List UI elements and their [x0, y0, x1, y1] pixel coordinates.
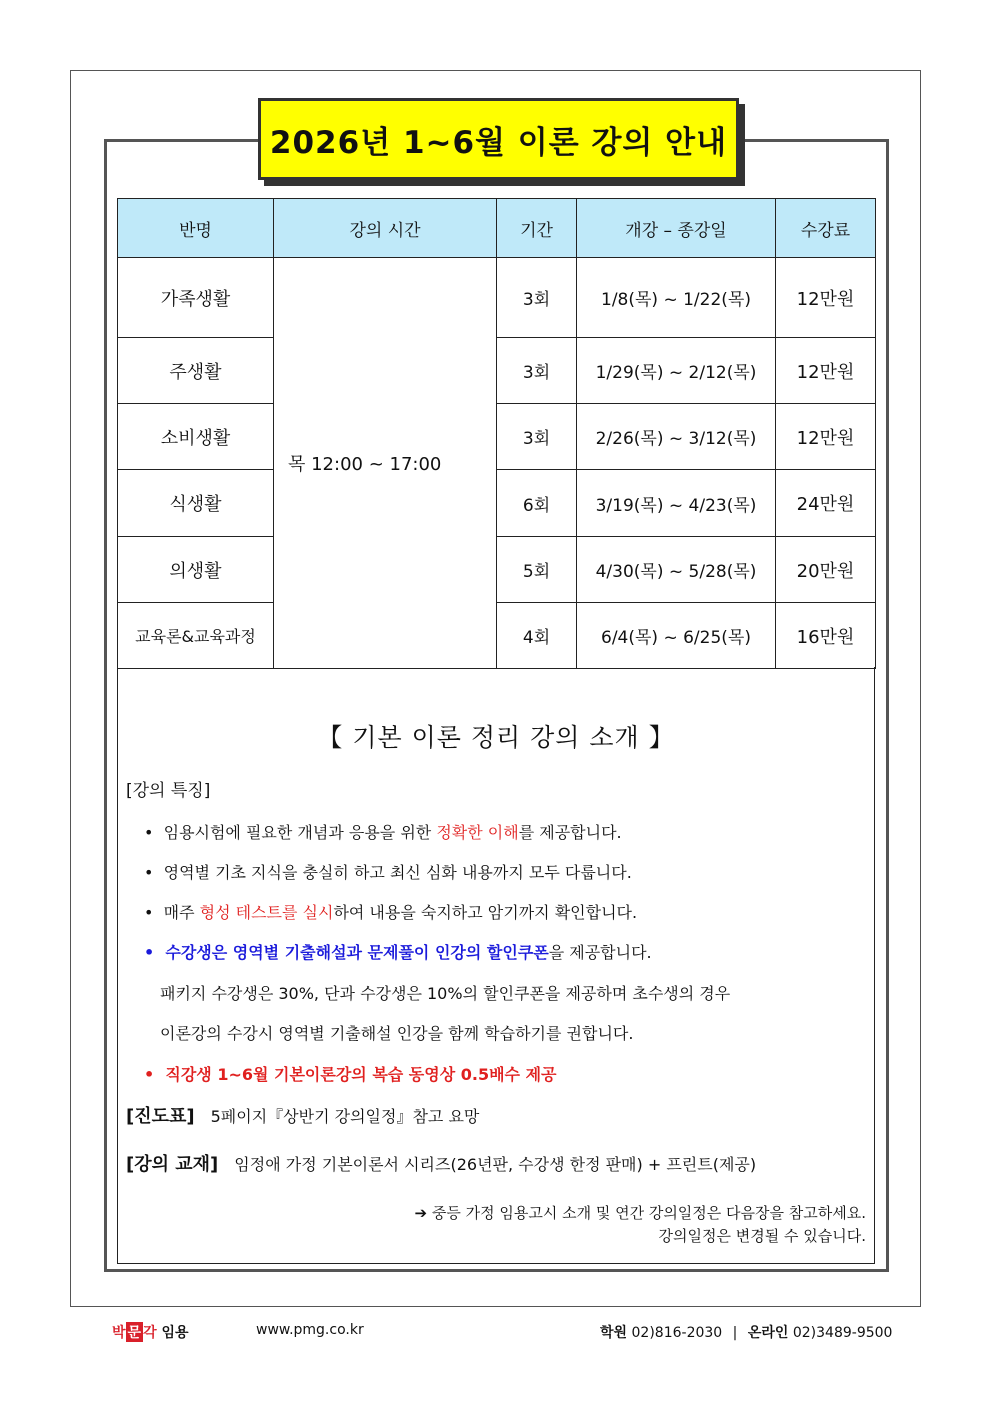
class-name: 주생활	[118, 338, 274, 404]
progress-text: 5페이지『상반기 강의일정』참고 요망	[210, 1107, 480, 1126]
class-name: 의생활	[118, 537, 274, 603]
dates: 1/29(목) ~ 2/12(목)	[577, 338, 776, 404]
table-row	[118, 470, 876, 537]
page-title: 2026년 1~6월 이론 강의 안내	[258, 98, 739, 180]
bullet-3-text-end: 하여 내용을 숙지하고 암기까지 확인합니다.	[333, 903, 638, 922]
class-name: 가족생활	[118, 258, 274, 338]
dates: 3/19(목) ~ 4/23(목)	[577, 470, 776, 537]
lecture-time: 목 12:00 ~ 17:00	[274, 258, 497, 669]
dates: 4/30(목) ~ 5/28(목)	[577, 537, 776, 603]
progress-label: [진도표]	[126, 1106, 195, 1127]
bullet-1-highlight: 정확한 이해	[436, 823, 519, 842]
bullet-4-highlight: 수강생은 영역별 기출해설과 문제풀이 인강의 할인쿠폰	[165, 943, 549, 962]
logo-part-4: 임용	[156, 1325, 189, 1341]
schedule-table	[117, 198, 876, 669]
bullet-4-detail-1: 패키지 수강생은 30%, 단과 수강생은 10%의 할인쿠폰을 제공하며 초수생의 경우	[160, 984, 731, 1003]
period: 3회	[497, 258, 577, 338]
change-note: 강의일정은 변경될 수 있습니다.	[658, 1227, 866, 1245]
header-period: 기간	[497, 199, 577, 258]
feature-bullet-5: • 직강생 1~6월 기본이론강의 복습 동영상 0.5배수 제공	[144, 1065, 557, 1084]
fee: 12만원	[776, 338, 876, 404]
feature-bullet-1: • 임용시험에 필요한 개념과 응용을 위한 정확한 이해를 제공합니다.	[144, 823, 622, 842]
textbook-text: 임정애 가정 기본이론서 시리즈(26년판, 수강생 한정 판매) + 프린트(제공)	[234, 1155, 757, 1174]
footer-separator: |	[732, 1325, 738, 1341]
online-phone: 02)3489-9500	[792, 1325, 893, 1341]
logo-part-2: 문	[126, 1322, 144, 1342]
textbook-label: [강의 교재]	[126, 1154, 219, 1175]
dates: 1/8(목) ~ 1/22(목)	[577, 258, 776, 338]
period: 3회	[497, 404, 577, 470]
class-name: 식생활	[118, 470, 274, 537]
bullet-5-text: 직강생 1~6월 기본이론강의 복습 동영상 0.5배수 제공	[165, 1065, 557, 1084]
footer-logo	[112, 1322, 189, 1342]
bullet-4-text-end: 을 제공합니다.	[548, 943, 652, 962]
academy-phone: 02)816-2030	[631, 1325, 723, 1341]
online-label: 온라인	[747, 1325, 789, 1341]
footer-contacts	[600, 1322, 892, 1342]
intro-title: 【 기본 이론 정리 강의 소개 】	[317, 723, 675, 752]
bullet-2-text: 영역별 기초 지식을 충실히 하고 최신 심화 내용까지 모두 다룹니다.	[163, 863, 632, 882]
fee: 16만원	[776, 603, 876, 669]
schedule-note: ➔ 중등 가정 임용고시 소개 및 연간 강의일정은 다음장을 참고하세요.	[414, 1204, 866, 1222]
footer-url[interactable]: www.pmg.co.kr	[256, 1322, 364, 1338]
table-row	[118, 603, 876, 669]
period: 4회	[497, 603, 577, 669]
table-row	[118, 537, 876, 603]
header-class-name: 반명	[118, 199, 274, 258]
period: 5회	[497, 537, 577, 603]
fee: 24만원	[776, 470, 876, 537]
table-row	[118, 404, 876, 470]
fee: 12만원	[776, 404, 876, 470]
period: 6회	[497, 470, 577, 537]
class-name: 소비생활	[118, 404, 274, 470]
dates: 2/26(목) ~ 3/12(목)	[577, 404, 776, 470]
logo-part-3: 각	[143, 1325, 157, 1341]
feature-bullet-3: • 매주 형성 테스트를 실시하여 내용을 숙지하고 암기까지 확인합니다.	[144, 903, 638, 922]
academy-label: 학원	[600, 1325, 628, 1341]
fee: 12만원	[776, 258, 876, 338]
header-dates: 개강 – 종강일	[577, 199, 776, 258]
header-fee: 수강료	[776, 199, 876, 258]
dates: 6/4(목) ~ 6/25(목)	[577, 603, 776, 669]
progress-row	[126, 1102, 479, 1128]
period: 3회	[497, 338, 577, 404]
table-row	[118, 338, 876, 404]
table-row	[118, 258, 876, 338]
feature-bullet-4: • 수강생은 영역별 기출해설과 문제풀이 인강의 할인쿠폰을 제공합니다.	[144, 943, 652, 962]
bullet-3-text: 매주	[163, 903, 200, 922]
fee: 20만원	[776, 537, 876, 603]
features-label: [강의 특징]	[126, 781, 211, 801]
bullet-1-text-end: 를 제공합니다.	[518, 823, 622, 842]
textbook-row	[126, 1150, 756, 1176]
bullet-1-text: 임용시험에 필요한 개념과 응용을 위한	[163, 823, 437, 842]
bullet-4-detail-2: 이론강의 수강시 영역별 기출해설 인강을 함께 학습하기를 권합니다.	[160, 1024, 634, 1043]
bullet-3-highlight: 형성 테스트를 실시	[199, 903, 334, 922]
logo-part-1: 박	[112, 1325, 126, 1341]
table-header-row	[118, 199, 876, 258]
header-time: 강의 시간	[274, 199, 497, 258]
feature-bullet-2: • 영역별 기초 지식을 충실히 하고 최신 심화 내용까지 모두 다룹니다.	[144, 863, 632, 882]
class-name: 교육론&교육과정	[118, 603, 274, 669]
